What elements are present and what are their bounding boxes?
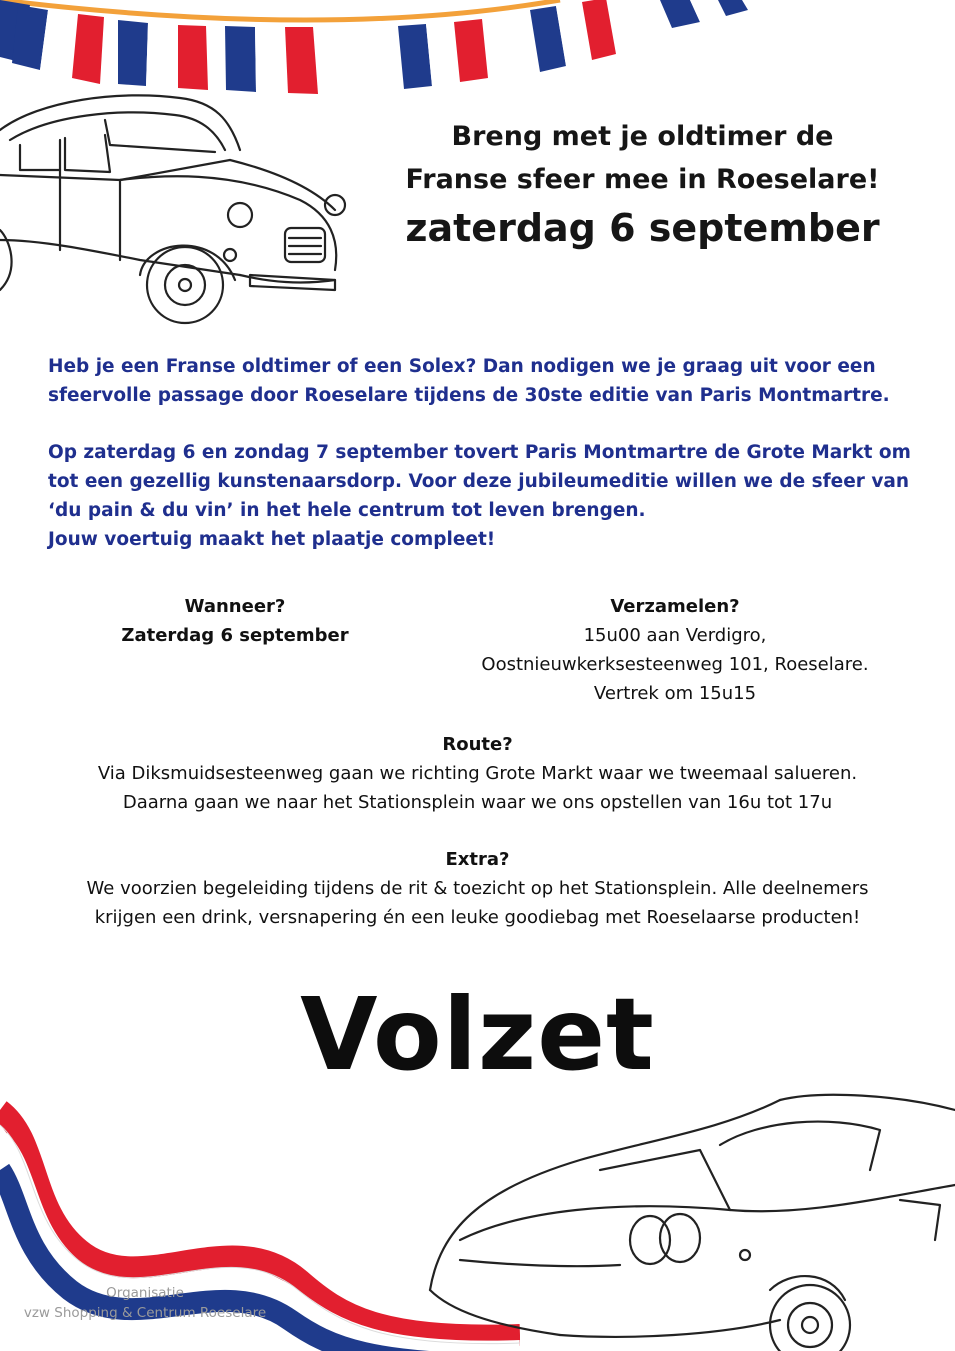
sold-out-status: Volzet: [300, 976, 655, 1093]
intro-p1-line-2: sfeervolle passage door Roeselare tijdens de 30ste editie van Paris Montmartre.: [48, 385, 890, 406]
headline-date: zaterdag 6 september: [405, 206, 880, 250]
extra-line-1: We voorzien begeleiding tijdens de rit & toezicht op het Stationsplein. Alle deelnemers: [86, 878, 869, 899]
gather-line-3: Vertrek om 15u15: [593, 683, 757, 704]
intro-p2-line-3: ‘du pain & du vin’ in het hele centrum tot leven brengen.: [48, 500, 646, 521]
citroen-2cv-illustration: [0, 90, 350, 340]
gather-block: [455, 592, 895, 708]
extra-line-2: krijgen een drink, versnapering én een leuke goodiebag met Roeselaarse producten!: [94, 907, 861, 928]
bunting-flag-2: [12, 5, 104, 84]
when-label: Wanneer?: [184, 596, 286, 617]
route-block: [30, 730, 925, 817]
organisation-label: Organisatie: [106, 1285, 184, 1301]
intro-paragraph-2: [48, 438, 928, 554]
citroen-ds-illustration: [400, 1090, 955, 1351]
headline-line-2: Franse sfeer mee in Roeselare!: [405, 164, 880, 195]
intro-paragraph-1: [48, 352, 928, 410]
organisation-block: [0, 1283, 290, 1323]
organisation-name: vzw Shopping & Centrum Roeselare: [23, 1305, 267, 1321]
bunting-flag-6: [530, 0, 616, 72]
extra-label: Extra?: [445, 849, 510, 870]
gather-label: Verzamelen?: [610, 596, 740, 617]
intro-p2-line-1: Op zaterdag 6 en zondag 7 september tovert Paris Montmartre de Grote Markt om: [48, 442, 911, 463]
bunting-flag-3: [118, 20, 208, 90]
route-line-1: Via Diksmuidsesteenweg gaan we richting Grote Markt waar we tweemaal salueren.: [97, 763, 858, 784]
gather-line-1: 15u00 aan Verdigro,: [583, 625, 767, 646]
headline-line-1: Breng met je oldtimer de: [451, 121, 834, 152]
intro-p1-line-1: Heb je een Franse oldtimer of een Solex? Dan nodigen we je graag uit voor een: [48, 356, 876, 377]
extra-block: [30, 845, 925, 932]
when-block: [60, 592, 410, 650]
route-line-2: Daarna gaan we naar het Stationsplein waar we ons opstellen van 16u tot 17u: [122, 792, 833, 813]
bunting-flag-5: [398, 19, 488, 89]
bunting-flag-7: [660, 0, 748, 28]
route-label: Route?: [442, 734, 513, 755]
intro-p2-line-2: tot een gezellig kunstenaarsdorp. Voor deze jubileumeditie willen we de sfeer van: [48, 471, 910, 492]
gather-line-2: Oostnieuwkerksesteenweg 101, Roeselare.: [481, 654, 869, 675]
when-value: Zaterdag 6 september: [121, 625, 349, 646]
intro-p2-line-4: Jouw voertuig maakt het plaatje compleet!: [48, 529, 496, 550]
bunting-flag-4: [225, 26, 318, 94]
